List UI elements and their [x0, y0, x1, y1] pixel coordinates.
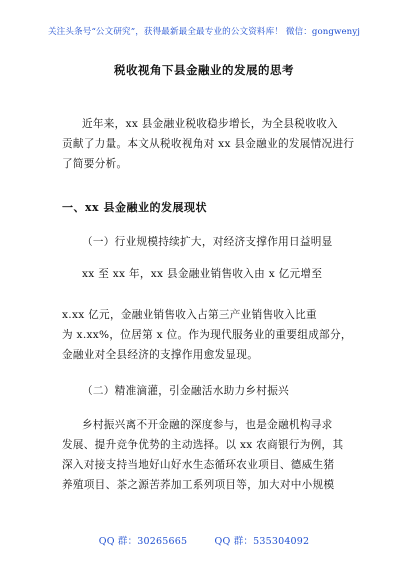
intro-line: 贡献了力量。本文从税收视角对 xx 县金融业的发展情况进行 [62, 138, 355, 150]
paragraph-1a-text: xx 至 xx 年，xx 县金融业销售收入由 x 亿元增至 [82, 268, 323, 280]
subsection-heading-1-text: （一）行业规模持续扩大，对经济支撑作用日益明显 [82, 236, 333, 248]
paragraph-1b-line: 金融业对全县经济的支撑作用愈发显现。 [62, 349, 259, 361]
paragraph-2-line: 深入对接支持当地好山好水生态循环农业项目、德威生猪 [62, 459, 335, 471]
intro-paragraph [62, 114, 362, 174]
footer-qq-group-2: QQ 群：535304092 [214, 536, 310, 547]
intro-line: 近年来，xx 县金融业税收稳步增长，为全县税收收入 [82, 118, 338, 130]
paragraph-2-line: 发展、提升竞争优势的主动选择。以 xx 农商银行为例，其 [62, 439, 344, 451]
intro-line: 了简要分析。 [62, 158, 128, 170]
subsection-heading-1 [62, 232, 362, 252]
section-heading-1: 一、xx 县金融业的发展现状 [62, 201, 207, 214]
subsection-heading-2 [62, 381, 362, 401]
paragraph-2-line: 养殖项目、茶之源苦荞加工系列项目等，加大对中小规模 [62, 479, 335, 491]
footer-contacts [0, 533, 408, 547]
paragraph-2 [62, 415, 362, 495]
paragraph-1a [62, 264, 362, 284]
paragraph-1b-line: x.xx 亿元，金融业销售收入占第三产业销售收入比重 [62, 309, 317, 321]
paragraph-1b-line: 为 x.xx%，位居第 x 位。作为现代服务业的重要组成部分， [62, 329, 352, 341]
paragraph-1b [62, 305, 362, 365]
subsection-heading-2-text: （二）精准滴灌，引金融活水助力乡村振兴 [82, 385, 289, 397]
footer-qq-group-1: QQ 群：30265665 [98, 536, 188, 547]
document-title: 税收视角下县金融业的发展的思考 [114, 63, 294, 77]
paragraph-2-line: 乡村振兴离不开金融的深度参与，也是金融机构寻求 [82, 419, 333, 431]
header-promo-note: 关注头条号“公文研究”，获得最新最全最专业的公文资料库！ 微信：gongwenyj [47, 27, 361, 37]
